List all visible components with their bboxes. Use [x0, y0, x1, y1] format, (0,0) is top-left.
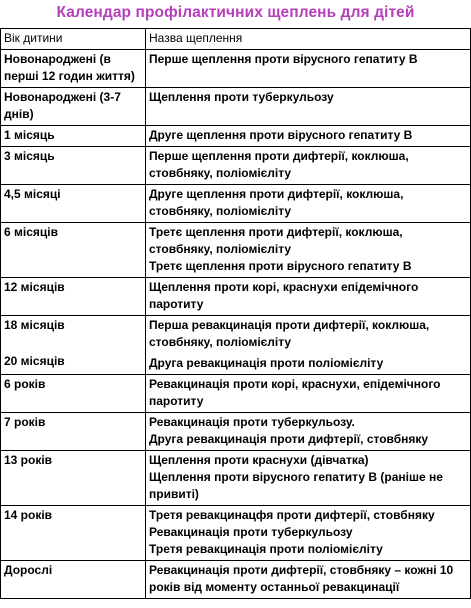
vaccine-cell	[146, 223, 471, 278]
age-cell: 6 місяців	[1, 223, 146, 278]
vaccine-line: Друге щеплення проти дифтерії, коклюша, стовбняку, поліомієліту	[149, 187, 404, 218]
age-cell: Новонароджені (в перші 12 годин життя)	[1, 50, 146, 88]
table-row	[1, 185, 471, 223]
table-row	[1, 316, 471, 375]
table-header-row	[1, 29, 471, 50]
age-cell: 13 років	[1, 451, 146, 506]
table-row	[1, 375, 471, 413]
vaccine-cell	[146, 88, 471, 126]
vaccine-cell	[146, 185, 471, 223]
vaccine-cell	[146, 126, 471, 147]
vaccine-line: Ревакцинація проти дифтерії, стовбняку – кожні 10 років від моменту останньої ревакцинації	[149, 563, 454, 594]
vaccine-line: Перше щеплення проти дифтерії, коклюша, стовбняку, поліомієліту	[149, 149, 409, 180]
page-title: Календар профілактичних щеплень для дітей	[56, 4, 415, 21]
vaccine-cell	[146, 316, 471, 375]
vaccine-line: Третя ревакцинацфя проти дифтерії, стовбняку	[149, 508, 435, 522]
vaccine-line: Щеплення проти краснухи (дівчатка)	[149, 453, 369, 467]
age-cell: Новонароджені (3-7 днів)	[1, 88, 146, 126]
age-cell	[1, 316, 146, 375]
vaccine-line: Перше щеплення проти вірусного гепатиту В	[149, 52, 418, 66]
vaccine-line: Ревакцинація проти туберкульозу.	[149, 415, 355, 429]
table-row	[1, 561, 471, 599]
age-cell: 14 років	[1, 506, 146, 561]
table-row	[1, 88, 471, 126]
table-row	[1, 278, 471, 316]
table-row	[1, 506, 471, 561]
vaccine-cell	[146, 451, 471, 506]
age-cell: 7 років	[1, 413, 146, 451]
table-row	[1, 126, 471, 147]
vaccine-line: Ревакцинація проти туберкульозу	[149, 525, 353, 539]
vaccine-line: Ревакцинація проти корі, краснухи, епідемічного паротиту	[149, 377, 441, 408]
vaccine-line: Друга ревакцинація проти дифтерії, стовбняку	[149, 432, 429, 446]
vaccine-line: Щеплення проти корі, краснухи епідемічного паротиту	[149, 280, 419, 311]
vaccine-line: Друге щеплення проти вірусного гепатиту В	[149, 128, 413, 142]
vaccine-line: Третє щеплення проти вірусного гепатиту В	[149, 259, 412, 273]
age-line: 20 місяців	[4, 354, 65, 368]
age-cell: 3 місяць	[1, 147, 146, 185]
vaccine-cell	[146, 506, 471, 561]
vaccination-table	[0, 28, 471, 599]
table-row	[1, 451, 471, 506]
table-row	[1, 413, 471, 451]
age-line: 18 місяців	[4, 318, 65, 332]
vaccine-line: Друга ревакцинація проти поліомієліту	[149, 356, 384, 370]
vaccine-cell	[146, 375, 471, 413]
vaccine-cell	[146, 278, 471, 316]
table-row	[1, 223, 471, 278]
vaccine-cell	[146, 50, 471, 88]
vaccine-cell	[146, 561, 471, 599]
header-age: Вік дитини	[1, 29, 146, 50]
vaccine-line: Перша ревакцинація проти дифтерії, коклюша, стовбняку, поліомієліту	[149, 318, 430, 349]
vaccine-cell	[146, 413, 471, 451]
vaccine-cell	[146, 147, 471, 185]
vaccine-line: Щеплення проти вірусного гепатиту В (раніше не привиті)	[149, 470, 443, 501]
age-cell: Дорослі	[1, 561, 146, 599]
age-cell: 6 років	[1, 375, 146, 413]
vaccine-line: Щеплення проти туберкульозу	[149, 90, 334, 104]
age-cell: 4,5 місяці	[1, 185, 146, 223]
age-cell: 1 місяць	[1, 126, 146, 147]
table-row	[1, 50, 471, 88]
header-vaccine: Назва щеплення	[146, 29, 471, 50]
age-cell: 12 місяців	[1, 278, 146, 316]
vaccine-line: Третя ревакцинація проти поліомієліту	[149, 542, 383, 556]
vaccine-line: Третє щеплення проти дифтерії, коклюша, стовбняку, поліомієліту	[149, 225, 403, 256]
table-row	[1, 147, 471, 185]
